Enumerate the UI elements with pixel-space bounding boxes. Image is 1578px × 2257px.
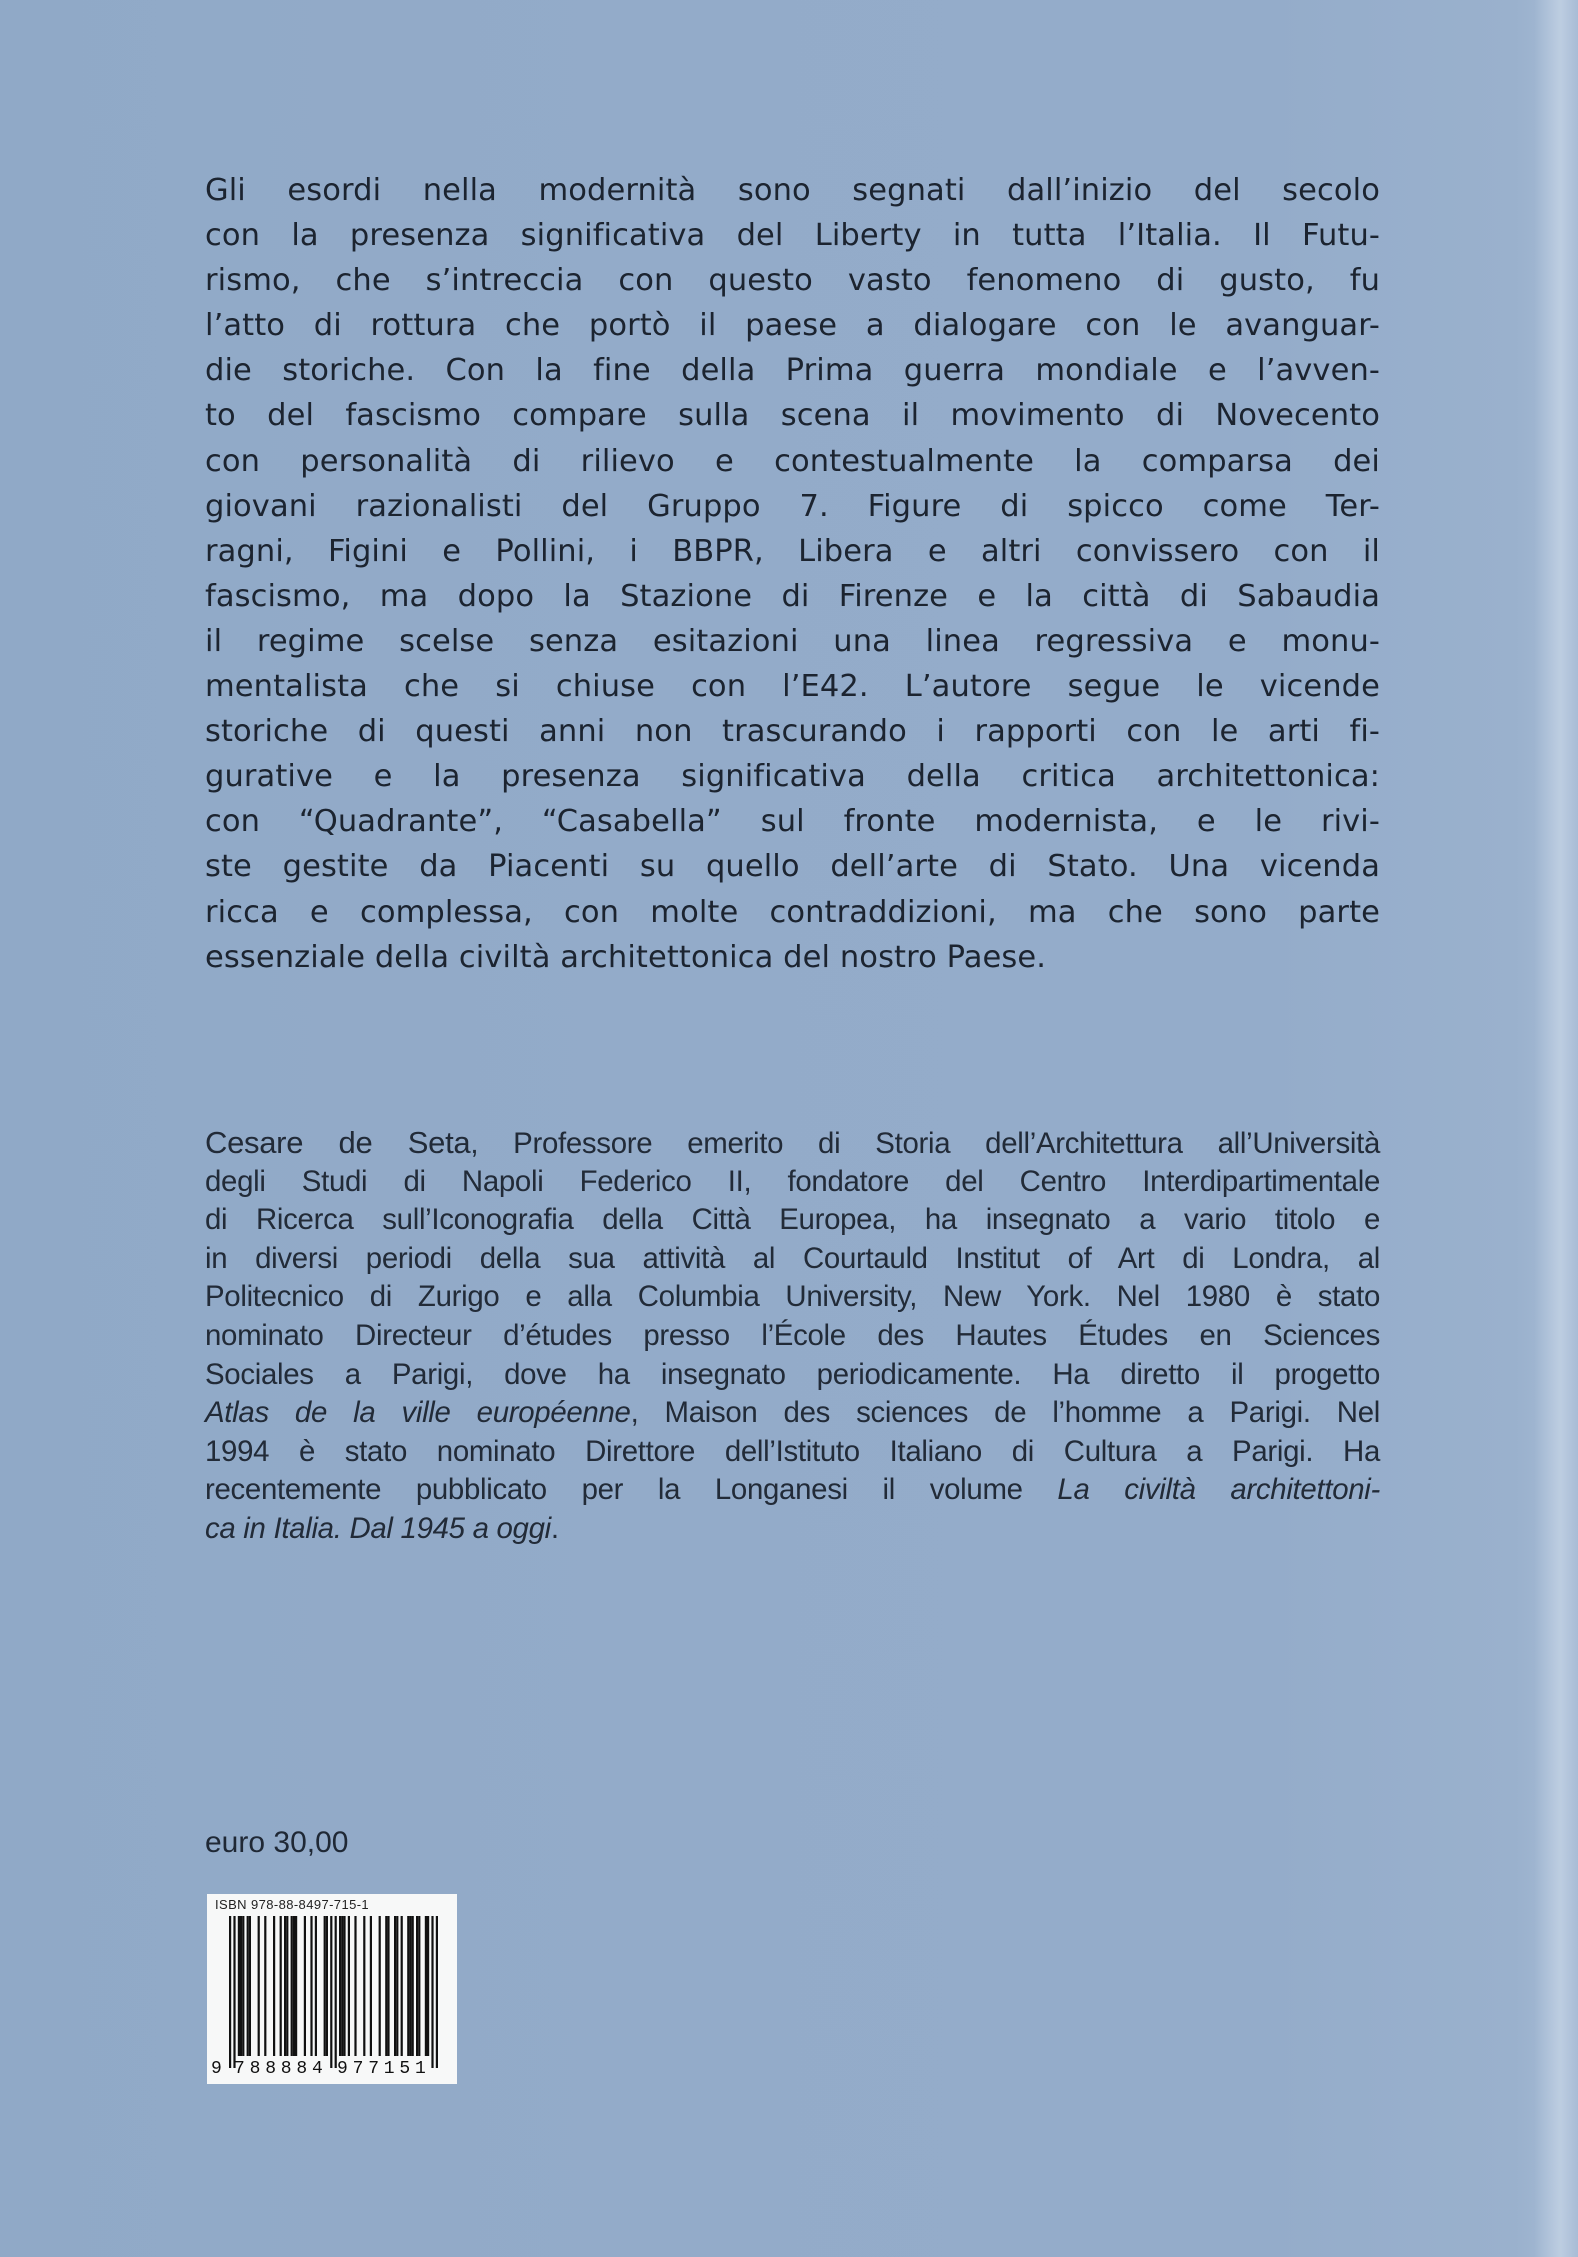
barcode-bar xyxy=(324,1916,326,2056)
bio-line xyxy=(205,1394,1380,1433)
isbn-barcode xyxy=(207,1894,457,2084)
barcode-bar xyxy=(427,1916,429,2056)
barcode-bar xyxy=(425,1916,427,2056)
book-title-italic: Atlas de la ville européenne xyxy=(205,1396,631,1430)
barcode-bar xyxy=(249,1916,251,2056)
blurb-line: storiche di questi anni non trascurando i rapporti con le arti fi- xyxy=(205,714,1380,750)
bio-line: Sociales a Parigi, dove ha insegnato periodicamente. Ha diretto il progetto xyxy=(205,1357,1380,1391)
barcode-bars xyxy=(207,1894,457,2084)
bio-line: 1994 è stato nominato Direttore dell’Istituto Italiano di Cultura a Parigi. Ha xyxy=(205,1434,1380,1468)
bio-line xyxy=(205,1124,1380,1163)
barcode-bar xyxy=(354,1916,356,2056)
barcode-bar xyxy=(341,1916,343,2056)
barcode-bar xyxy=(335,1916,337,2068)
barcode-bar xyxy=(385,1916,387,2056)
barcode-bar xyxy=(330,1916,332,2068)
author-name: Cesare de Seta xyxy=(205,1125,471,1160)
bio-line xyxy=(205,1510,1380,1549)
blurb-line: gurative e la presenza significativa della critica architettonica: xyxy=(205,759,1380,795)
barcode-bar xyxy=(370,1916,372,2056)
barcode-bar xyxy=(291,1916,293,2056)
book-title-italic: La civiltà architettoni- xyxy=(1057,1473,1380,1507)
book-title-italic: ca in Italia. Dal 1945 a oggi xyxy=(205,1511,551,1545)
barcode-bar xyxy=(416,1916,418,2056)
barcode-bar xyxy=(280,1916,282,2056)
barcode-bar xyxy=(304,1916,306,2056)
blurb-line: Gli esordi nella modernità sono segnati dall’inizio del secolo xyxy=(205,173,1380,208)
barcode-bar xyxy=(315,1916,317,2056)
blurb-line: essenziale della civiltà architettonica del nostro Paese. xyxy=(205,939,1047,975)
barcode-bar xyxy=(242,1916,244,2056)
bio-line-text: , Professore emerito di Storia dell’Architettura all’Università xyxy=(470,1127,1380,1160)
blurb-line: con “Quadrante”, “Casabella” sul fronte modernista, e le rivi- xyxy=(205,804,1380,840)
barcode-bar xyxy=(293,1916,295,2056)
barcode-bar xyxy=(229,1916,231,2068)
barcode-bar xyxy=(295,1916,297,2056)
bio-line: in diversi periodi della sua attività al Courtauld Institut of Art di Londra, al xyxy=(205,1241,1380,1275)
barcode-bar xyxy=(326,1916,328,2056)
barcode-bar xyxy=(339,1916,341,2056)
blurb-line: ragni, Figini e Pollini, i BBPR, Libera e altri convissero con il xyxy=(205,533,1380,569)
blurb-line: ste gestite da Piacenti su quello dell’arte di Stato. Una vicenda xyxy=(205,849,1380,885)
barcode-bar xyxy=(284,1916,286,2056)
author-bio xyxy=(205,1124,1380,1549)
isbn-digit-first: 9 xyxy=(211,2059,222,2079)
barcode-bar xyxy=(348,1916,350,2056)
barcode-bar xyxy=(238,1916,240,2056)
barcode-bar xyxy=(233,1916,235,2068)
blurb-line: l’atto di rottura che portò il paese a dialogare con le avanguar- xyxy=(205,308,1380,344)
barcode-bar xyxy=(379,1916,381,2056)
barcode-bar xyxy=(286,1916,288,2056)
book-blurb xyxy=(205,168,1380,980)
barcode-bar xyxy=(409,1916,411,2056)
blurb-line: to del fascismo compare sulla scena il movimento di Novecento xyxy=(205,398,1380,434)
bio-line: degli Studi di Napoli Federico II, fondatore del Centro Interdipartimentale xyxy=(205,1164,1380,1198)
barcode-bar xyxy=(240,1916,242,2056)
barcode-bar xyxy=(310,1916,312,2056)
barcode-bar xyxy=(387,1916,389,2056)
barcode-bar xyxy=(418,1916,420,2056)
barcode-bar xyxy=(264,1916,266,2056)
blurb-line: il regime scelse senza esitazioni una linea regressiva e monu- xyxy=(205,623,1380,659)
barcode-bar xyxy=(401,1916,403,2056)
barcode-bar xyxy=(343,1916,345,2056)
blurb-line: ricca e complessa, con molte contraddizioni, ma che sono parte xyxy=(205,894,1380,930)
bio-line: Politecnico di Zurigo e alla Columbia University, New York. Nel 1980 è stato xyxy=(205,1280,1380,1314)
isbn-digits-right: 977151 xyxy=(337,2059,431,2079)
bio-line-text: , Maison des sciences de l’homme a Parigi. Nel xyxy=(630,1396,1380,1430)
cover-edge-highlight xyxy=(1534,0,1578,2257)
blurb-line: die storiche. Con la fine della Prima guerra mondiale e l’avven- xyxy=(205,353,1380,389)
barcode-bar xyxy=(247,1916,249,2056)
blurb-line: con la presenza significativa del Liberty in tutta l’Italia. Il Futu- xyxy=(205,218,1380,254)
barcode-bar xyxy=(407,1916,409,2056)
barcode-bar xyxy=(273,1916,275,2056)
barcode-bar xyxy=(394,1916,396,2056)
bio-line: nominato Directeur d’études presso l’École des Hautes Études en Sciences xyxy=(205,1318,1380,1352)
barcode-bar xyxy=(431,1916,433,2068)
barcode-bar xyxy=(396,1916,398,2056)
barcode-bar xyxy=(258,1916,260,2056)
blurb-line: mentalista che si chiuse con l’E42. L’autore segue le vicende xyxy=(205,669,1380,705)
bio-line-text: recentemente pubblicato per la Longanesi il volume xyxy=(205,1473,1058,1507)
blurb-line: rismo, che s’intreccia con questo vasto fenomeno di gusto, fu xyxy=(205,263,1380,299)
barcode-bar xyxy=(363,1916,365,2056)
price-label: euro 30,00 xyxy=(205,1826,349,1859)
bio-line: di Ricerca sull’Iconografia della Città Europea, ha insegnato a vario titolo e xyxy=(205,1203,1380,1237)
blurb-line: fascismo, ma dopo la Stazione di Firenze e la città di Sabaudia xyxy=(205,578,1380,614)
blurb-line: con personalità di rilievo e contestualmente la comparsa dei xyxy=(205,443,1380,479)
bio-line-text: . xyxy=(550,1511,559,1545)
barcode-bar xyxy=(436,1916,438,2068)
barcode-bar xyxy=(412,1916,414,2056)
blurb-line: giovani razionalisti del Gruppo 7. Figure di spicco come Ter- xyxy=(205,488,1380,524)
isbn-digits-left: 788884 xyxy=(234,2059,328,2079)
bio-line xyxy=(205,1471,1380,1510)
isbn-label: ISBN 978-88-8497-715-1 xyxy=(215,1897,370,1912)
